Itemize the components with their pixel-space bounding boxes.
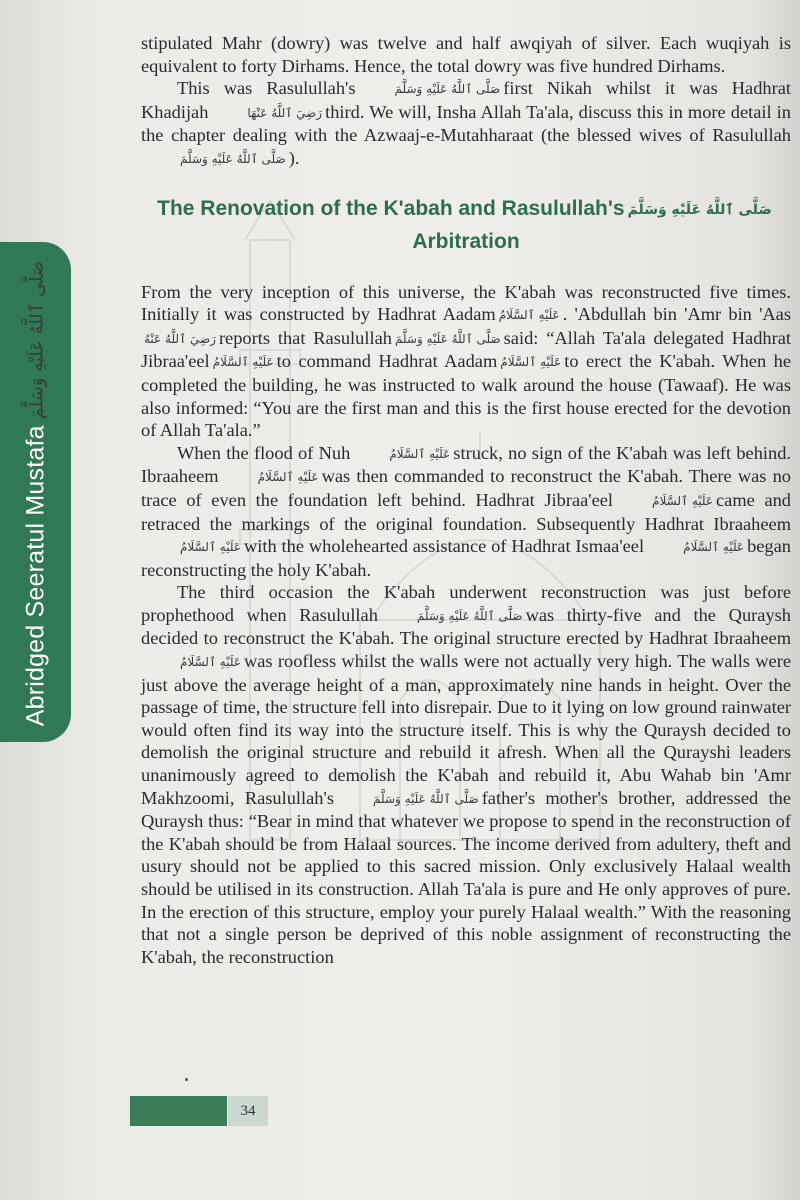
paragraph-first-nikah: This was Rasulullah's صَلَّى ٱللَّهُ عَلَيْهِ وَسَلَّمَ first Nikah whilst it was Hadhrat Khadijah رَضِيَ ٱللَّهُ عَنْهَا third. We will, Insha Allah Ta'ala, discuss this in more detail in the chapter dealing with the Azwaaj-e-Mutahharaat (the blessed wives of Rasulullahصَلَّى ٱللَّهُ عَلَيْهِ وَسَلَّمَ ).: [141, 77, 791, 170]
honorific-glyph: عَلَيْهِ ٱلسَّلَامُ: [498, 308, 560, 323]
honorific-glyph: عَلَيْهِ ٱلسَّلَامُ: [683, 540, 745, 555]
paragraph-flood: When the flood of Nuh عَلَيْهِ ٱلسَّلَامُ struck, no sign of the K'abah was left behind. Ibraaheem عَلَيْهِ ٱلسَّلَامُ was then commanded to reconstruct the K'abah. There was no trace of even the foundation left behind. Hadhrat Jibraa'eel عَلَيْهِ ٱلسَّلَامُ came and retraced the markings of the original foundation. Subsequently Hadhrat Ibraaheemعَلَيْهِ ٱلسَّلَامُ with the wholehearted assistance of Hadhrat Ismaa'eel عَلَيْهِ ٱلسَّلَامُ began reconstructing the holy K'abah.: [141, 442, 791, 580]
honorific-glyph: عَلَيْهِ ٱلسَّلَامُ: [212, 355, 274, 370]
honorific-glyph: عَلَيْهِ ٱلسَّلَامُ: [389, 446, 451, 461]
salutation-glyph: صَلَّى ٱللَّهُ عَلَيْهِ وَسَلَّمَ: [416, 608, 523, 623]
paragraph-dowry: stipulated Mahr (dowry) was twelve and half awqiyah of silver. Each wuqiyah is equivalent to forty Dirhams. Hence, the total dowry was five hundred Dirhams.: [141, 33, 791, 76]
honorific-glyph: عَلَيْهِ ٱلسَّلَامُ: [257, 470, 319, 485]
honorific-glyph: رَضِيَ ٱللَّهُ عَنْهُ: [144, 331, 216, 346]
footer-bar: [130, 1096, 227, 1126]
page-content: [141, 32, 791, 968]
honorific-glyph: رَضِيَ ٱللَّهُ عَنْهَا: [247, 105, 323, 120]
honorific-glyph: عَلَيْهِ ٱلسَّلَامُ: [652, 493, 714, 508]
salutation-glyph: صَلَّى ٱللَّهُ عَلَيْهِ وَسَلَّمَ: [26, 260, 48, 420]
book-title-vertical: [22, 258, 51, 727]
paragraph-third-occasion: The third occasion the K'abah underwent reconstruction was just before prophethood when Rasulullah صَلَّى ٱللَّهُ عَلَيْهِ وَسَلَّمَ was thirty-five and the Quraysh decided to reconstruct the K'abah. The original structure erected by Hadhrat Ibraaheemعَلَيْهِ ٱلسَّلَامُ was roofless whilst the walls were not actually very high. The walls were just above the average height of a man, approximately nine hands in height. Over the passage of time, the structure fell into disrepair. Due to it lying on low ground rainwater would often find its way into the structure itself. This is why the Quraysh decided to demolish the original structure and rebuild it afresh. When all the Qurayshi leaders unanimously agreed to demolish the K'abah and rebuild it, Abu Wahab bin 'Amr Makhzoomi, Rasulullah's صَلَّى ٱللَّهُ عَلَيْهِ وَسَلَّمَ father's mother's brother, addressed the Quraysh thus: “Bear in mind that whatever we propose to spend in the reconstruction of the K'abah should be from Halaal sources. The income derived from adultery, theft and usury should not be applied to this sacred mission. Only exclusively Halaal wealth should be utilised in its construction. Allah Ta'ala is pure and He only approves of pure. In the erection of this structure, employ your purely Halaal wealth.” With the reasoning that not a single person be deprived of this noble assignment of reconstructing the K'abah, the reconstruction: [141, 582, 792, 967]
salutation-glyph: صَلَّى ٱللَّهُ عَلَيْهِ وَسَلَّمَ: [394, 82, 501, 97]
honorific-glyph: عَلَيْهِ ٱلسَّلَامُ: [500, 355, 562, 370]
salutation-glyph: صَلَّى ٱللَّهُ عَلَيْهِ وَسَلَّمَ: [180, 151, 286, 166]
page-number: 34: [228, 1096, 268, 1126]
salutation-glyph: صَلَّى ٱللَّهُ عَلَيْهِ وَسَلَّمَ: [394, 331, 501, 346]
page-mark: [185, 1078, 188, 1081]
honorific-glyph: عَلَيْهِ ٱلسَّلَامُ: [180, 540, 241, 555]
book-title: Abridged Seeratul Mustafa: [21, 425, 50, 727]
salutation-glyph: صَلَّى ٱللَّهُ عَلَيْهِ وَسَلَّمَ: [627, 201, 772, 218]
paragraph-inception: From the very inception of this universe, the K'abah was reconstructed five times. Initially it was constructed by Hadhrat Aadam عَلَيْهِ ٱلسَّلَامُ . 'Abdullah bin 'Amr bin 'Aasرَضِيَ ٱللَّهُ عَنْهُ reports that Rasulullah صَلَّى ٱللَّهُ عَلَيْهِ وَسَلَّمَ said: “Allah Ta'ala delegated Hadhrat Jibraa'eel عَلَيْهِ ٱلسَّلَامُ to command Hadhrat Aadam عَلَيْهِ ٱلسَّلَامُ to erect the K'abah. When he completed the building, he was instructed to walk around the house (Tawaaf). He was also informed: “You are the first man and this is the first house erected for the devotion of Allah Ta'ala.”: [141, 281, 792, 441]
honorific-glyph: عَلَيْهِ ٱلسَّلَامُ: [180, 655, 241, 670]
salutation-glyph: صَلَّى ٱللَّهُ عَلَيْهِ وَسَلَّمَ: [372, 791, 479, 806]
section-heading: The Renovation of the K'abah and Rasulullah's صَلَّى ٱللَّهُ عَلَيْهِ وَسَلَّمَ Arbitration: [157, 196, 772, 253]
